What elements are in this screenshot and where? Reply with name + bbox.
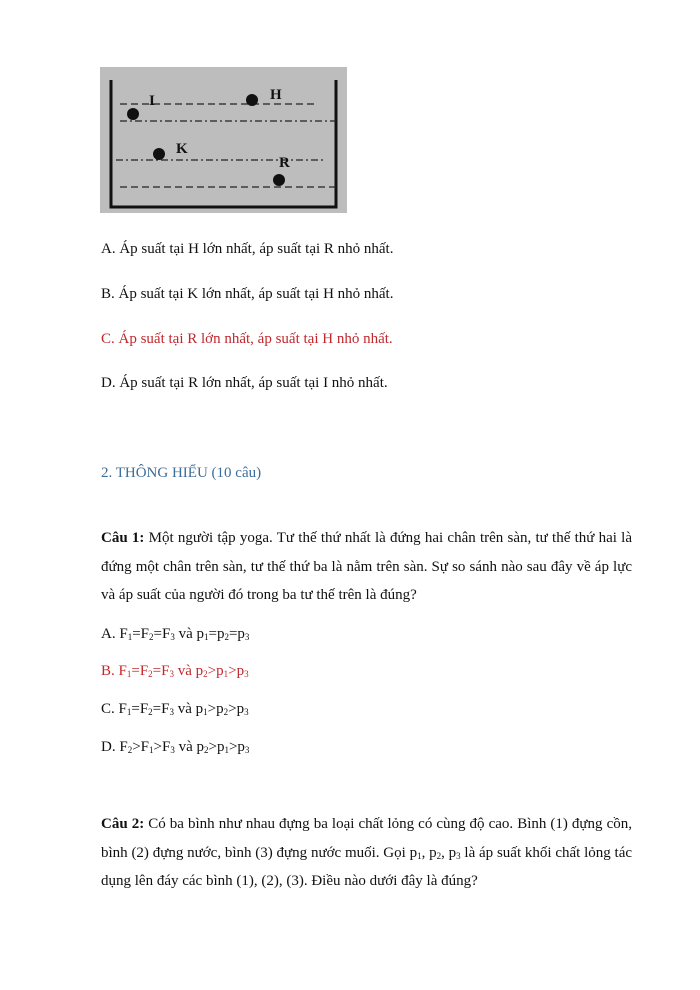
option-d: D. Áp suất tại R lớn nhất, áp suất tại I nhỏ nhất. bbox=[101, 375, 388, 391]
label-i: I bbox=[149, 93, 155, 109]
option-c-answer: C. Áp suất tại R lớn nhất, áp suất tại H nhỏ nhất. bbox=[101, 331, 393, 347]
point-i-dot bbox=[127, 108, 139, 120]
q1-option-a: A. $F_1=F_2=F_3$ và $p_1=p_2=p_3$ bbox=[101, 626, 250, 642]
question-1-text: Một người tập yoga. Tư thế thứ nhất là đứng hai chân trên sàn, tư thế thứ hai là đứng một chân trên sàn, tư thế thứ ba là nằm trên sàn. Sự so sánh nào sau đây về áp lực và áp suất của người đó trong ba tư thế trên là đúng? bbox=[101, 530, 632, 603]
label-h: H bbox=[270, 87, 282, 103]
q1-option-b-answer: B. $F_1=F_2=F_3$ và $p_2>p_1>p_3$ bbox=[101, 663, 249, 679]
q1-option-c: C. $F_1=F_2=F_3$ và $p_1>p_2>p_3$ bbox=[101, 701, 249, 717]
label-k: K bbox=[176, 141, 188, 157]
question-2: Câu 2: Có ba bình như nhau đựng ba loại chất lỏng có cùng độ cao. Bình (1) đựng cồn, bình (2) đựng nước, bình (3) đựng nước muối. Gọi $p_1$, $p_2$, $p_3$ là áp suất khối chất lỏng tác dụng lên đáy các bình (1), (2), (3). Điều nào dưới đây là đúng? bbox=[101, 816, 633, 889]
option-a: A. Áp suất tại H lớn nhất, áp suất tại R nhỏ nhất. bbox=[101, 241, 394, 257]
q1-option-d: D. $F_2>F_1>F_3$ và $p_2>p_1>p_3$ bbox=[101, 739, 250, 755]
pressure-figure bbox=[100, 67, 347, 213]
point-k-dot bbox=[153, 148, 165, 160]
container-walls bbox=[111, 80, 336, 207]
label-r: R bbox=[279, 155, 290, 171]
point-h-dot bbox=[246, 94, 258, 106]
section-heading: 2. THÔNG HIỂU (10 câu) bbox=[101, 465, 262, 481]
point-r-dot bbox=[273, 174, 285, 186]
question-1-label: Câu 1: bbox=[101, 530, 145, 546]
container-diagram bbox=[100, 67, 347, 213]
question-1 bbox=[101, 524, 632, 610]
option-b: B. Áp suất tại K lớn nhất, áp suất tại H nhỏ nhất. bbox=[101, 286, 394, 302]
question-2-label: Câu 2: bbox=[101, 816, 145, 832]
